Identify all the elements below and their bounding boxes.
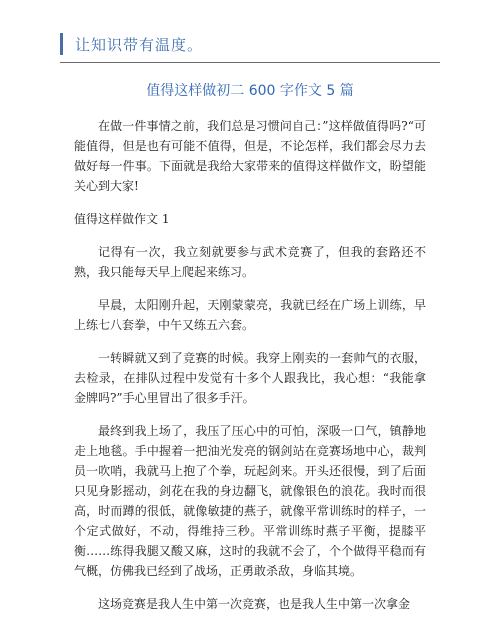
article-paragraph: 最终到我上场了，我压了压心中的可怕，深吸一口气，镇静地走上地毯。手中握着一把油光发亮的钢剑站在竞赛场地中心，裁判员一吹哨，我就马上抱了个拳，玩起剑来。开头还很慢，到了后面只见身影摇动，剑花在我的身边翻飞，就像银色的浪花。我时而很高，时而蹲的很低，就像敏捷的燕子，就像平常训练时的样子，一个定式做好，不动，得维持三秒。平常训练时燕子平衡，提膝平衡……练得我腿又酸又麻，这时的我就不会了，个个做得平稳而有气概，仿佛我已经到了战场，正勇敢杀敌，身临其境。: [74, 424, 426, 578]
header-accent-bar: [60, 33, 63, 55]
header-divider: [60, 62, 440, 63]
section-heading: 值得这样做作文 1: [74, 212, 170, 226]
header-slogan: 让知识带有温度。: [75, 35, 204, 54]
article-body: [74, 116, 426, 627]
article-paragraph: 在做一件事情之前，我们总是习惯问自己：”这样做值得吗?“可能值得，但是也有可能不值得，但是，不论怎样，我们都会尽力去做好每一件事。下面就是我给大家带来的值得这样做作文，盼望能关心到大家!: [74, 119, 426, 193]
page-header: [60, 32, 203, 56]
article-paragraph: 早晨，太阳刚升起，天刚蒙蒙亮，我就已经在广场上训练，早上练七八套拳，中午又练五六套。: [74, 298, 426, 332]
article-title: 值得这样做初二 600 字作文 5 篇: [146, 83, 354, 99]
article-paragraph: 这场竞赛是我人生中第一次竞赛，也是我人生中第一次拿金: [98, 597, 411, 611]
article-paragraph: 一转瞬就又到了竞赛的时候。我穿上刚卖的一套帅气的衣服，去检录，在排队过程中发觉有十多个人跟我比，我心想：“我能拿金牌吗?”手心里冒出了很多手汗。: [74, 351, 426, 405]
article-paragraph: 记得有一次，我立刻就要参与武术竞赛了，但我的套路还不熟，我只能每天早上爬起来练习。: [74, 245, 426, 279]
